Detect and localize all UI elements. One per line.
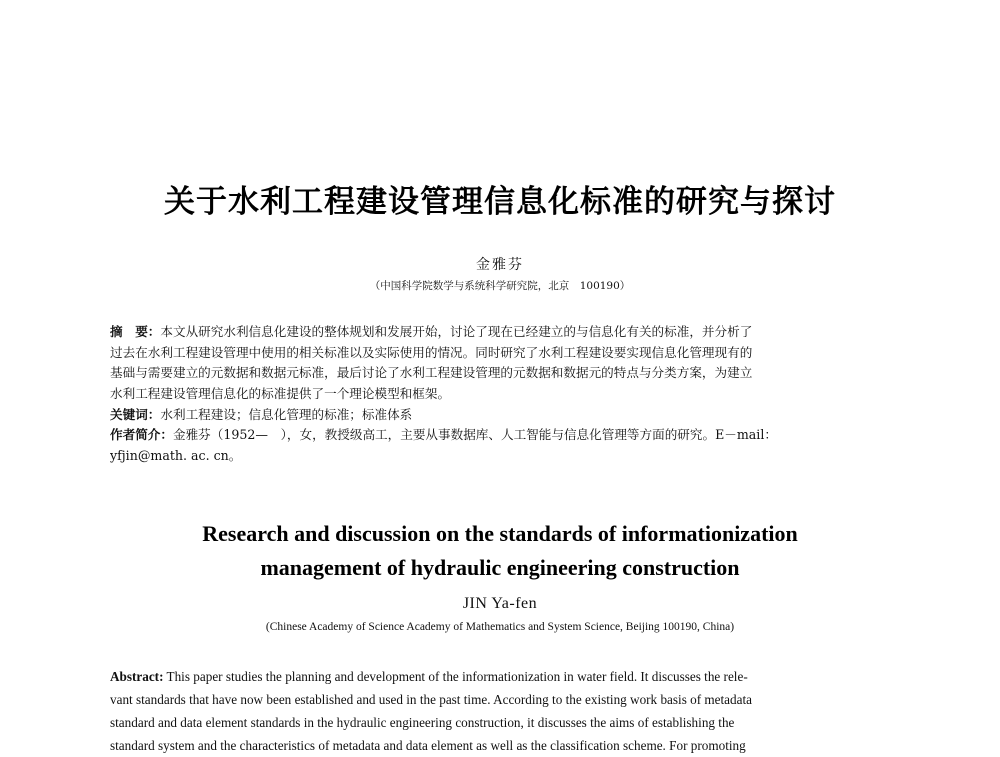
keywords-cn-text: 水利工程建设；信息化管理的标准；标准体系: [160, 406, 413, 422]
abstract-cn-text: 本文从研究水利信息化建设的整体规划和发展开始，讨论了现在已经建立的与信息化有关的标准，并分析了: [160, 324, 753, 339]
author-bio-cn: [110, 425, 890, 446]
english-title-line: Research and discussion on the standards of informationization: [202, 521, 798, 546]
author-email-line: yfjin@math. ac. cn。: [110, 448, 242, 464]
english-affiliation: (Chinese Academy of Science Academy of Mathematics and System Science, Beijing 100190, China): [265, 621, 735, 633]
abstract-en-label: Abstract:: [110, 669, 164, 684]
abstract-cn-line: 水利工程建设管理信息化的标准提供了一个理论模型和框架。: [110, 386, 451, 402]
keywords-cn: [110, 405, 890, 426]
english-abstract: [110, 665, 890, 757]
chinese-affiliation: （中国科学院数学与系统科学研究院，北京 100190）: [369, 280, 631, 292]
keywords-cn-label: 关键词：: [110, 406, 161, 422]
english-author: JIN Ya-fen: [462, 595, 538, 612]
author-bio-cn-text: 金雅芬（1952— ），女，教授级高工，主要从事数据库、人工智能与信息化管理等方面的研究。E－mail：: [172, 427, 777, 443]
abstract-en-line: standard system and the characteristics of metadata and data element as well as the classification scheme. For promoting: [110, 738, 746, 753]
chinese-title: 关于水利工程建设管理信息化标准的研究与探讨: [164, 184, 836, 220]
abstract-cn-label: 摘 要：: [110, 324, 161, 339]
abstract-en-line: vant standards that have now been established and used in the past time. According to the existing work basis of metadata: [110, 692, 752, 707]
abstract-en-line: [110, 665, 890, 688]
abstract-cn-line: 过去在水利工程建设管理中使用的相关标准以及实际使用的情况。同时研究了水利工程建设要实现信息化管理现有的: [110, 344, 753, 360]
author-bio-cn-label: 作者简介：: [110, 427, 173, 443]
abstract-cn-line: [110, 322, 890, 343]
abstract-en-text: This paper studies the planning and development of the informationization in water field. It discusses the rele-: [166, 669, 748, 684]
chinese-author: 金雅芬: [476, 257, 524, 273]
abstract-en-line: standard and data element standards in the hydraulic engineering construction, it discusses the aims of establishing the: [110, 715, 735, 730]
english-title: [0, 517, 1000, 585]
abstract-cn-line: 基础与需要建立的元数据和数据元标准，最后讨论了水利工程建设管理的元数据和数据元的特点与分类方案，为建立: [110, 365, 753, 381]
english-title-line: management of hydraulic engineering construction: [260, 555, 740, 580]
chinese-front-matter: [110, 322, 890, 467]
